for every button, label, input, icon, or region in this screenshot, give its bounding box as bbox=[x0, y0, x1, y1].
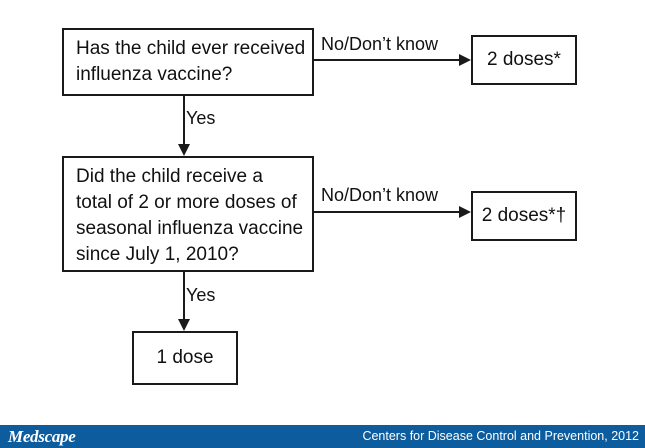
question-2-line-1: Did the child receive a bbox=[76, 166, 263, 187]
footer-bar bbox=[0, 425, 645, 448]
result-2-label: 2 doses*† bbox=[481, 205, 567, 226]
arrowhead-q2-yes bbox=[178, 319, 190, 331]
question-2-line-4: since July 1, 2010? bbox=[76, 244, 239, 265]
arrowhead-q2-no bbox=[459, 206, 471, 218]
medscape-logo: Medscape bbox=[8, 427, 76, 446]
edge-label-q1-yes: Yes bbox=[186, 108, 216, 128]
edge-label-q1-no: No/Don’t know bbox=[321, 34, 439, 54]
arrowhead-q1-no bbox=[459, 54, 471, 66]
result-3-label: 1 dose bbox=[156, 347, 214, 368]
result-1-label: 2 doses* bbox=[487, 49, 561, 70]
edge-label-q2-yes: Yes bbox=[186, 285, 216, 305]
arrowhead-q1-yes bbox=[178, 144, 190, 156]
edge-label-q2-no: No/Don’t know bbox=[321, 185, 439, 205]
question-1-line-2: influenza vaccine? bbox=[76, 64, 233, 85]
question-2-line-3: seasonal influenza vaccine bbox=[76, 218, 304, 239]
question-1-line-1: Has the child ever received bbox=[76, 38, 306, 59]
source-credit: Centers for Disease Control and Prevention, 2012 bbox=[362, 429, 639, 443]
question-2-line-2: total of 2 or more doses of bbox=[76, 192, 297, 213]
